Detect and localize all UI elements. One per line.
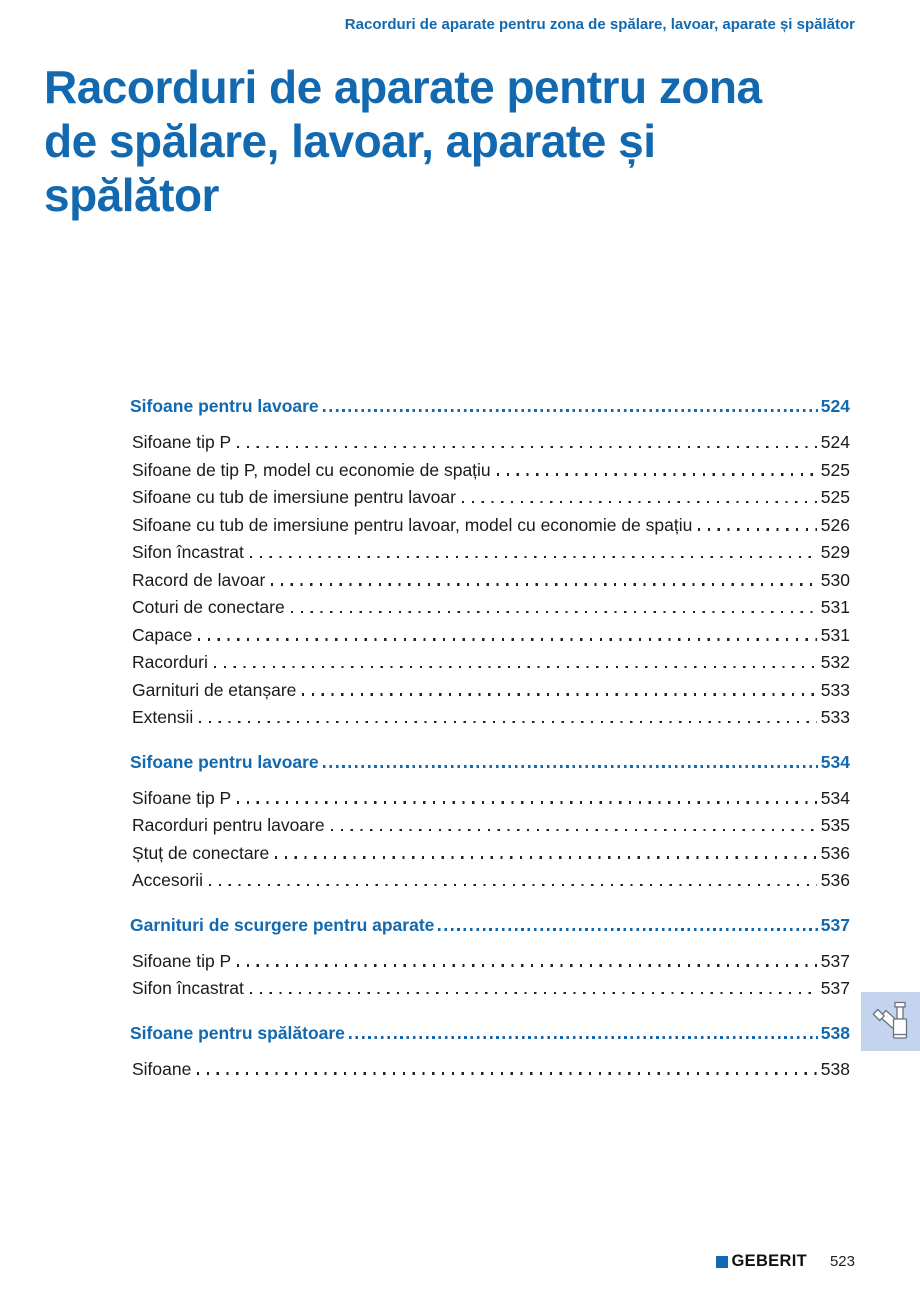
dotted-leader [271, 583, 817, 585]
toc-entry-page-number: 525 [820, 487, 850, 507]
toc-entry-label: Garnituri de etanșare [132, 679, 297, 700]
toc-entry[interactable] [130, 707, 850, 735]
toc-entry-page-number: 530 [820, 569, 850, 590]
dotted-leader [214, 666, 817, 668]
siphon-trap-icon [871, 1000, 911, 1044]
toc-entry[interactable] [130, 870, 850, 898]
page-number: 523 [829, 1253, 855, 1270]
toc-entry-page-number: 532 [820, 652, 850, 672]
toc-entry-label: Sifoane de tip P, model cu economie de spațiu [132, 459, 491, 480]
dotted-leader [275, 856, 817, 858]
toc-page-number: 538 [820, 1022, 850, 1043]
dotted-leader [197, 1072, 816, 1074]
toc-entry-label: Extensii [132, 707, 194, 727]
toc-section-label: Sifoane pentru spălătoare [130, 1022, 345, 1043]
toc-entry-label: Sifoane tip P [132, 950, 232, 971]
toc-entry-label: Racorduri pentru lavoare [132, 815, 325, 835]
dotted-leader [250, 556, 817, 558]
toc-entry[interactable] [130, 1059, 850, 1087]
toc-entry-label: Sifoane cu tub de imersiune pentru lavoar, model cu economie de spațiu [132, 514, 693, 535]
dotted-leader [323, 409, 818, 412]
dotted-leader [497, 473, 817, 475]
toc-page-number: 524 [820, 396, 850, 416]
toc-entry-page-number: 529 [820, 542, 850, 562]
dotted-leader [331, 829, 817, 831]
toc-entry[interactable] [130, 432, 850, 460]
toc-entry-label: Coturi de conectare [132, 597, 285, 617]
page-title-line: spălător [44, 169, 219, 221]
toc-entry[interactable] [130, 652, 850, 680]
toc-entry-page-number: 531 [820, 624, 850, 645]
toc-entry-label: Accesorii [132, 870, 203, 890]
toc-entry-page-number: 538 [820, 1058, 850, 1079]
toc-entry[interactable] [130, 815, 850, 843]
toc-entry-page-number: 524 [820, 432, 850, 452]
dotted-leader [302, 693, 816, 695]
toc-entry[interactable] [130, 625, 850, 653]
toc-entry-page-number: 525 [820, 459, 850, 480]
toc-section [130, 1023, 850, 1087]
toc-entry[interactable] [130, 570, 850, 598]
toc-section-label: Sifoane pentru lavoare [130, 751, 319, 772]
toc-section-heading[interactable] [130, 396, 850, 426]
table-of-contents [130, 396, 850, 1086]
toc-entry[interactable] [130, 542, 850, 570]
toc-entry-page-number: 526 [820, 514, 850, 535]
toc-entry-page-number: 533 [820, 679, 850, 700]
toc-entry-page-number: 536 [820, 842, 850, 863]
toc-entry[interactable] [130, 843, 850, 871]
toc-entry[interactable] [130, 597, 850, 625]
running-header: Racorduri de aparate pentru zona de spălare, lavoar, aparate și spălător [344, 16, 855, 33]
toc-entry-label: Sifon încastrat [132, 978, 244, 998]
toc-section-heading[interactable] [130, 915, 850, 945]
toc-entry-page-number: 534 [820, 787, 850, 808]
dotted-leader [199, 721, 817, 723]
dotted-leader [323, 765, 818, 768]
geberit-logo [716, 1252, 807, 1271]
toc-entry-page-number: 537 [820, 978, 850, 998]
toc-entry-page-number: 535 [820, 815, 850, 835]
toc-section [130, 915, 850, 1006]
dotted-leader [198, 638, 816, 640]
toc-section-heading[interactable] [130, 1023, 850, 1053]
toc-entry[interactable] [130, 460, 850, 488]
toc-entry[interactable] [130, 978, 850, 1006]
toc-section-heading[interactable] [130, 752, 850, 782]
toc-entry-label: Sifoane [132, 1058, 192, 1079]
page-title-line: de spălare, lavoar, aparate și [44, 115, 656, 167]
dotted-leader [209, 884, 817, 886]
dotted-leader [250, 992, 817, 994]
toc-entry-label: Sifoane cu tub de imersiune pentru lavoar [132, 487, 456, 507]
dotted-leader [438, 928, 817, 931]
toc-entry-page-number: 537 [820, 950, 850, 971]
dotted-leader [291, 611, 817, 613]
toc-page-number: 537 [820, 914, 850, 935]
toc-entry-page-number: 536 [820, 870, 850, 890]
toc-entry[interactable] [130, 487, 850, 515]
dotted-leader [237, 964, 817, 966]
section-index-tab[interactable] [861, 992, 920, 1051]
toc-entry[interactable] [130, 951, 850, 979]
dotted-leader [237, 446, 817, 448]
dotted-leader [462, 501, 817, 503]
dotted-leader [698, 528, 816, 530]
geberit-logo-text: GEBERIT [731, 1252, 807, 1270]
toc-entry-label: Sifoane tip P [132, 787, 232, 808]
toc-entry-label: Racorduri [132, 652, 208, 672]
toc-section [130, 752, 850, 898]
toc-entry[interactable] [130, 788, 850, 816]
geberit-logo-square-icon [716, 1256, 728, 1268]
toc-entry-page-number: 531 [820, 597, 850, 617]
toc-entry-label: Sifon încastrat [132, 542, 244, 562]
toc-section-label: Sifoane pentru lavoare [130, 396, 319, 416]
toc-page-number: 534 [820, 751, 850, 772]
toc-entry[interactable] [130, 680, 850, 708]
footer [716, 1252, 855, 1271]
toc-entry-label: Sifoane tip P [132, 432, 232, 452]
dotted-leader [237, 801, 817, 803]
toc-section [130, 396, 850, 735]
toc-entry-label: Capace [132, 624, 193, 645]
page-title-line: Racorduri de aparate pentru zona [44, 61, 762, 113]
page-title [44, 60, 864, 222]
toc-entry-label: Racord de lavoar [132, 569, 266, 590]
toc-entry-label: Ștuț de conectare [132, 842, 270, 863]
toc-section-label: Garnituri de scurgere pentru aparate [130, 914, 435, 935]
dotted-leader [349, 1036, 818, 1039]
toc-entry[interactable] [130, 515, 850, 543]
toc-entry-page-number: 533 [820, 707, 850, 727]
